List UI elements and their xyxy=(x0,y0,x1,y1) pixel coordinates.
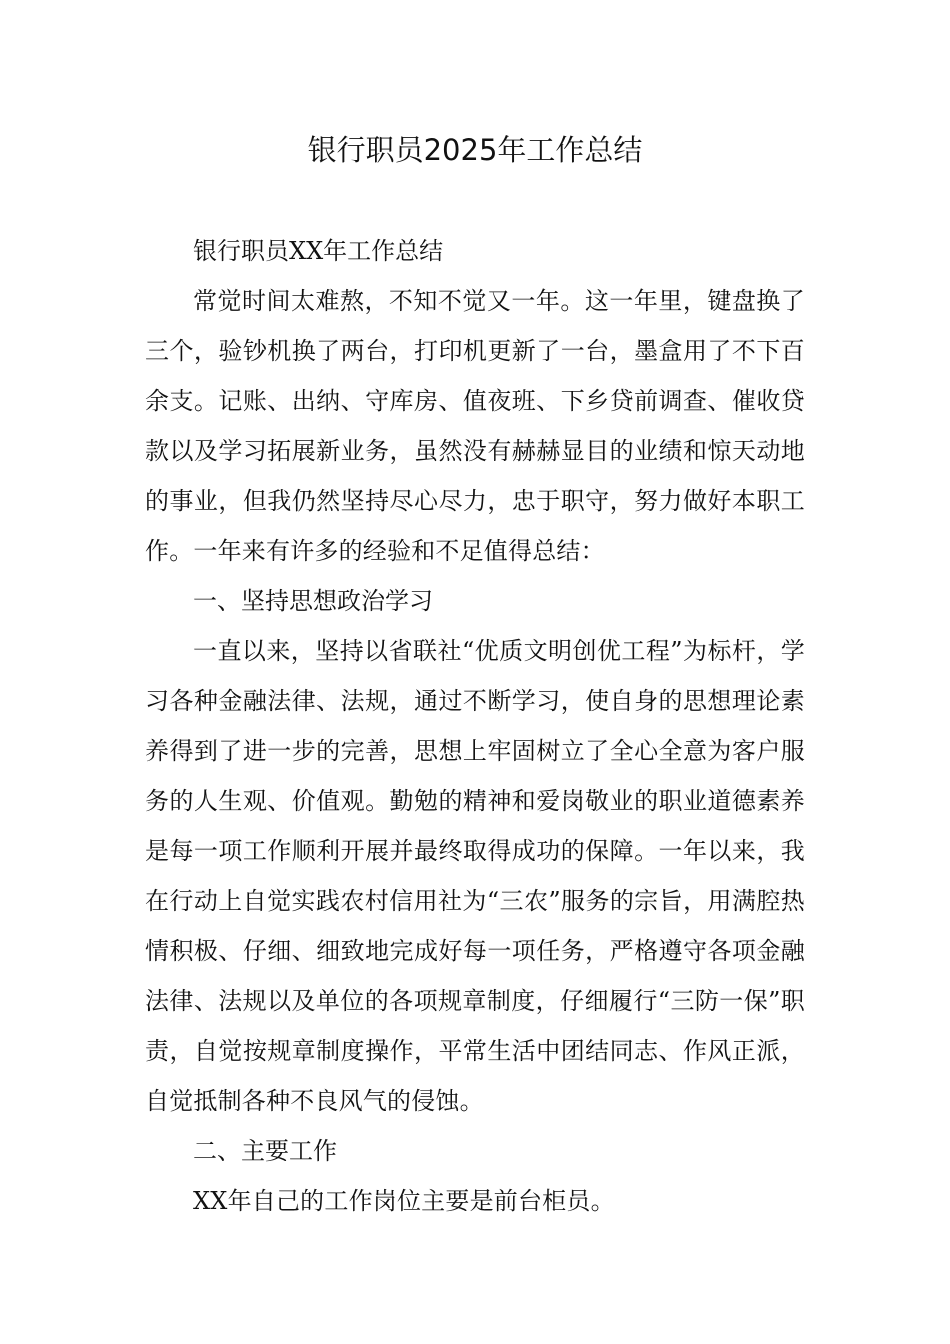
section-2-heading: 二、主要工作 xyxy=(193,1137,337,1165)
document-title: 银行职员2025年工作总结 xyxy=(307,133,643,167)
document-subtitle: 银行职员XX年工作总结 xyxy=(193,237,444,265)
section-1-paragraph: 一直以来，坚持以省联社“优质文明创优工程”为标杆，学习各种金融法律、法规，通过不断学习，使自身的思想理论素养得到了进一步的完善，思想上牢固树立了全心全意为客户服务的人生观、价值观。勤勉的精神和爱岗敬业的职业道德素养是每一项工作顺利开展并最终取得成功的保障。一年以来，我在行动上自觉实践农村信用社为“三农”服务的宗旨，用满腔热情积极、仔细、细致地完成好每一项任务，严格遵守各项金融法律、法规以及单位的各项规章制度，仔细履行“三防一保”职责，自觉按规章制度操作，平常生活中团结同志、作风正派，自觉抵制各种不良风气的侵蚀。 xyxy=(145,637,805,1115)
document-body xyxy=(145,226,805,1226)
section-2-paragraph: XX年自己的工作岗位主要是前台柜员。 xyxy=(193,1187,615,1215)
intro-paragraph: 常觉时间太难熬，不知不觉又一年。这一年里，键盘换了三个，验钞机换了两台，打印机更新了一台，墨盒用了不下百余支。记账、出纳、守库房、值夜班、下乡贷前调查、催收贷款以及学习拓展新业务，虽然没有赫赫显目的业绩和惊天动地的事业，但我仍然坚持尽心尽力，忠于职守，努力做好本职工作。一年来有许多的经验和不足值得总结： xyxy=(145,287,805,565)
section-1-heading: 一、坚持思想政治学习 xyxy=(193,587,433,615)
